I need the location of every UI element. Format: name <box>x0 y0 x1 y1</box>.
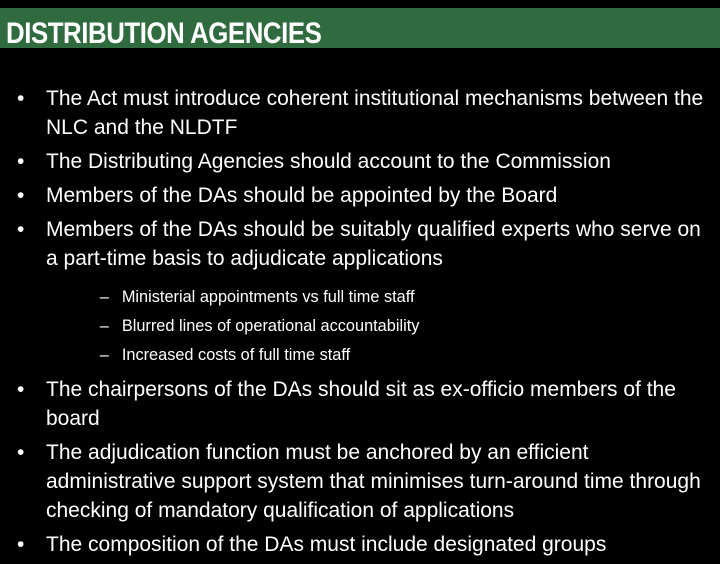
bullet-item <box>0 84 720 142</box>
bullet-text: The composition of the DAs must include designated groups <box>46 533 607 556</box>
bullet-text: The Act must introduce coherent institutional mechanisms between the NLC and the NLDTF <box>46 87 704 139</box>
bullet-item <box>0 215 720 367</box>
sub-bullet-item <box>46 285 683 309</box>
bullet-list <box>0 84 720 564</box>
bullet-dot-icon: • <box>17 441 25 464</box>
bullet-dot-icon: • <box>17 218 25 241</box>
dash-icon: – <box>99 287 109 306</box>
bullet-dot-icon: • <box>17 184 25 207</box>
bullet-item <box>0 375 720 433</box>
dash-icon: – <box>99 345 109 364</box>
sub-bullet-text: Ministerial appointments vs full time staff <box>121 287 415 306</box>
bullet-text: The chairpersons of the DAs should sit as ex-officio members of the board <box>46 378 676 430</box>
sub-bullet-item <box>46 314 683 338</box>
bullet-dot-icon: • <box>17 533 25 556</box>
bullet-text: Members of the DAs should be suitably qualified experts who serve on a part-time basis to adjudicate applications <box>46 218 701 270</box>
bullet-dot-icon: • <box>17 378 25 401</box>
sub-bullet-text: Blurred lines of operational accountability <box>121 316 420 335</box>
bullet-item <box>0 181 720 210</box>
slide-title: DISTRIBUTION AGENCIES <box>6 17 322 50</box>
bullet-text: The adjudication function must be anchored by an efficient administrative support system that minimises turn-around time through checking of mandatory qualification of applications <box>46 441 701 522</box>
bullet-text: The Distributing Agencies should account to the Commission <box>46 150 611 173</box>
bullet-text: Members of the DAs should be appointed by the Board <box>46 184 558 207</box>
sub-bullet-list <box>46 285 710 367</box>
bullet-item <box>0 147 720 176</box>
dash-icon: – <box>99 316 109 335</box>
bullet-item <box>0 438 720 525</box>
bullet-dot-icon: • <box>17 150 25 173</box>
title-bar <box>0 8 720 48</box>
sub-bullet-text: Increased costs of full time staff <box>121 345 351 364</box>
sub-bullet-item <box>46 343 683 367</box>
bullet-item <box>0 530 720 559</box>
bullet-dot-icon: • <box>17 87 25 110</box>
